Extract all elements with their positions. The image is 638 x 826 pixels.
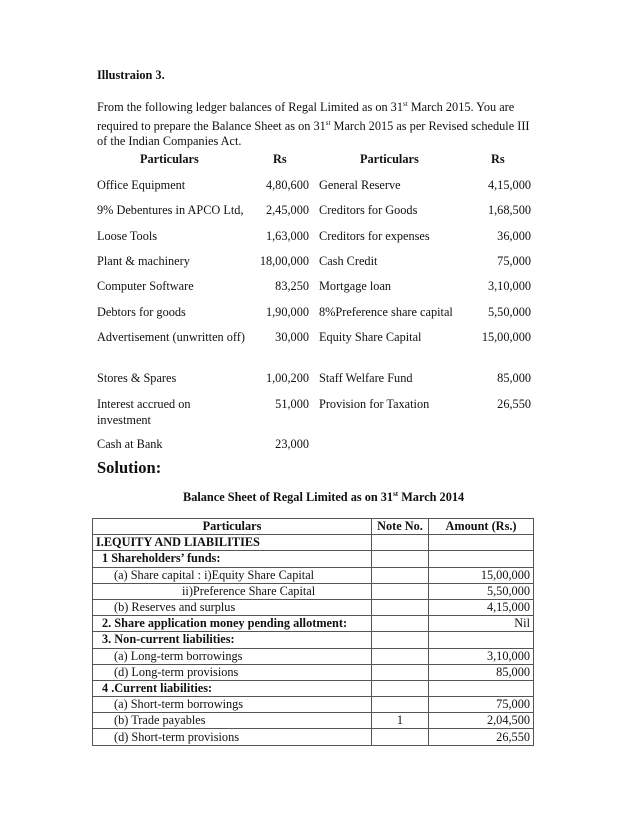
row-particulars: (b) Trade payables	[93, 713, 372, 729]
ledger-debit-amount: 30,000	[275, 330, 309, 344]
row-note-no	[372, 729, 429, 745]
ledger-header-rs-1: Rs	[273, 152, 287, 166]
row-particulars: (b) Reserves and surplus	[93, 599, 372, 615]
ledger-credit-amount: 75,000	[497, 254, 531, 268]
row-particulars: I.EQUITY AND LIABILITIES	[93, 535, 372, 551]
row-particulars: 1 Shareholders’ funds:	[93, 551, 372, 567]
row-particulars: 3. Non-current liabilities:	[93, 632, 372, 648]
row-amount: 5,50,000	[429, 583, 534, 599]
row-amount	[429, 680, 534, 696]
row-amount	[429, 632, 534, 648]
row-note-no	[372, 535, 429, 551]
row-amount: Nil	[429, 616, 534, 632]
ledger-debit-amount: 1,63,000	[265, 229, 309, 243]
row-particulars: (a) Long-term borrowings	[93, 648, 372, 664]
row-amount: 2,04,500	[429, 713, 534, 729]
ledger-debit-amount: 4,80,600	[265, 178, 309, 192]
ledger-row	[97, 397, 531, 427]
ledger-row	[97, 437, 531, 467]
balance-sheet-title	[183, 490, 464, 505]
ledger-credit-item: Provision for Taxation	[319, 397, 430, 411]
table-row	[93, 680, 534, 696]
ledger-credit-item: Cash Credit	[319, 254, 378, 268]
intro-paragraph	[97, 97, 537, 150]
row-note-no	[372, 648, 429, 664]
ledger-credit-item: Staff Welfare Fund	[319, 371, 413, 385]
table-row	[93, 713, 534, 729]
row-note-no	[372, 697, 429, 713]
header-particulars: Particulars	[93, 519, 372, 535]
ledger-credit-amount: 1,68,500	[487, 203, 531, 217]
ledger-debit-amount: 2,45,000	[265, 203, 309, 217]
solution-heading: Solution:	[97, 458, 162, 477]
intro-text: March 2015. You are required to prepare the Balance Sheet as on 31	[97, 100, 515, 133]
title-text: March 2014	[398, 490, 465, 505]
ledger-credit-item: General Reserve	[319, 178, 401, 192]
table-row	[93, 697, 534, 713]
balance-sheet-table	[92, 518, 534, 746]
row-note-no	[372, 567, 429, 583]
table-row	[93, 599, 534, 615]
table-row	[93, 729, 534, 745]
ledger-header-particulars-2: Particulars	[360, 152, 419, 166]
ledger-debit-item: Debtors for goods	[97, 305, 186, 319]
ledger-credit-item: Equity Share Capital	[319, 330, 422, 344]
ledger-credit-amount: 15,00,000	[481, 330, 531, 344]
ledger-header-rs-2: Rs	[491, 152, 505, 166]
row-particulars: (a) Short-term borrowings	[93, 697, 372, 713]
row-particulars: (a) Share capital : i)Equity Share Capital	[93, 567, 372, 583]
row-note-no	[372, 616, 429, 632]
row-amount: 15,00,000	[429, 567, 534, 583]
title-text: Balance Sheet of Regal Limited as on 31	[183, 490, 394, 505]
ledger-row	[97, 330, 531, 360]
ledger-credit-amount: 4,15,000	[487, 178, 531, 192]
ledger-debit-item: Interest accrued on investment	[97, 397, 191, 427]
ledger-credit-amount: 36,000	[497, 229, 531, 243]
table-row	[93, 648, 534, 664]
ledger-credit-item: Creditors for Goods	[319, 203, 418, 217]
ledger-debit-item: Plant & machinery	[97, 254, 190, 268]
row-amount: 4,15,000	[429, 599, 534, 615]
row-note-no	[372, 632, 429, 648]
ledger-debit-item: Computer Software	[97, 279, 194, 293]
title-sup: st	[393, 490, 399, 498]
ledger-credit-amount: 85,000	[497, 371, 531, 385]
row-particulars: 2. Share application money pending allotment:	[93, 616, 372, 632]
ledger-debit-item: 9% Debentures in APCO Ltd,	[97, 203, 244, 217]
ledger-credit-amount: 26,550	[497, 397, 531, 411]
ledger-credit-item: Mortgage loan	[319, 279, 392, 293]
illustration-title: Illustraion 3.	[97, 68, 165, 82]
ledger-debit-amount: 1,00,200	[265, 371, 309, 385]
ledger-credit-item: 8%Preference share capital	[319, 305, 453, 319]
row-note-no	[372, 664, 429, 680]
row-amount	[429, 551, 534, 567]
row-particulars: 4 .Current liabilities:	[93, 680, 372, 696]
row-note-no	[372, 599, 429, 615]
row-amount	[429, 535, 534, 551]
row-amount: 75,000	[429, 697, 534, 713]
ledger-debit-amount: 51,000	[275, 397, 309, 411]
ledger-credit-amount: 3,10,000	[487, 279, 531, 293]
ledger-debit-amount: 1,90,000	[265, 305, 309, 319]
intro-sup: st	[402, 100, 408, 108]
ledger-debit-item: Stores & Spares	[97, 371, 177, 385]
row-particulars: (d) Long-term provisions	[93, 664, 372, 680]
table-row	[93, 567, 534, 583]
ledger-debit-item: Advertisement (unwritten off)	[97, 330, 245, 344]
table-row	[93, 664, 534, 680]
ledger-debit-item: Cash at Bank	[97, 437, 163, 451]
ledger-header-particulars-1: Particulars	[140, 152, 199, 166]
row-note-no	[372, 680, 429, 696]
row-particulars: (d) Short-term provisions	[93, 729, 372, 745]
row-note-no: 1	[372, 713, 429, 729]
ledger-credit-amount: 5,50,000	[487, 305, 531, 319]
row-amount: 26,550	[429, 729, 534, 745]
table-header-row	[93, 519, 534, 535]
row-note-no	[372, 583, 429, 599]
table-row	[93, 551, 534, 567]
intro-sup: st	[325, 118, 331, 127]
ledger-debit-item: Loose Tools	[97, 229, 158, 243]
row-particulars: ii)Preference Share Capital	[93, 583, 372, 599]
row-amount: 3,10,000	[429, 648, 534, 664]
ledger-debit-amount: 23,000	[275, 437, 309, 451]
header-amount: Amount (Rs.)	[429, 519, 534, 535]
table-row	[93, 535, 534, 551]
row-amount: 85,000	[429, 664, 534, 680]
ledger-credit-item: Creditors for expenses	[319, 229, 430, 243]
header-note-no: Note No.	[372, 519, 429, 535]
ledger-debit-amount: 83,250	[275, 279, 309, 293]
ledger-debit-item: Office Equipment	[97, 178, 186, 192]
table-row	[93, 632, 534, 648]
table-row	[93, 583, 534, 599]
row-note-no	[372, 551, 429, 567]
ledger-debit-amount: 18,00,000	[259, 254, 309, 268]
intro-text: March 2015 as per Revised schedule III of the Indian Companies Act.	[97, 118, 530, 149]
table-row	[93, 616, 534, 632]
intro-text: From the following ledger balances of Regal Limited as on 31	[97, 100, 403, 115]
